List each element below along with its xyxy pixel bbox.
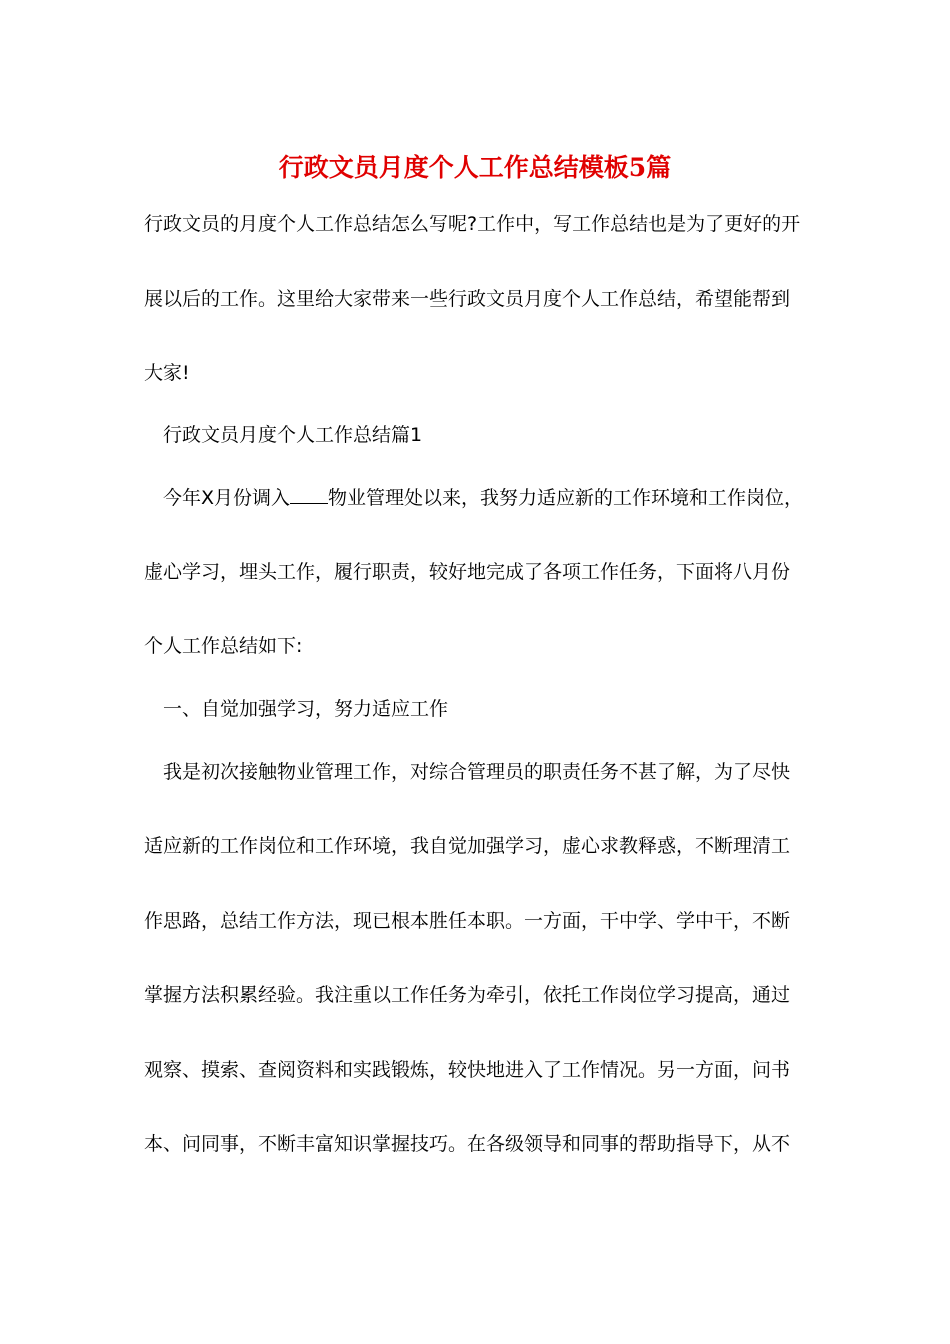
paragraph-line: 行政文员的月度个人工作总结怎么写呢?工作中，写工作总结也是为了更好的开 <box>144 213 801 235</box>
paragraph-line: 作思路，总结工作方法，现已根本胜任本职。一方面，干中学、学中干，不断 <box>144 910 791 932</box>
section-heading: 一、自觉加强学习，努力适应工作 <box>163 698 449 720</box>
fill-in-blank <box>290 485 328 504</box>
paragraph-line: 本、问同事，不断丰富知识掌握技巧。在各级领导和同事的帮助指导下，从不 <box>144 1133 791 1155</box>
section-heading: 行政文员月度个人工作总结篇1 <box>163 424 423 446</box>
line-segment: 今年X月份调入 <box>163 487 291 509</box>
paragraph-line: 我是初次接触物业管理工作，对综合管理员的职责任务不甚了解，为了尽快 <box>163 761 791 783</box>
paragraph-line: 适应新的工作岗位和工作环境，我自觉加强学习，虚心求教释惑，不断理清工 <box>144 835 791 857</box>
document-title: 行政文员月度个人工作总结模板5篇 <box>278 153 672 182</box>
paragraph-line: 虚心学习，埋头工作，履行职责，较好地完成了各项工作任务，下面将八月份 <box>144 561 791 583</box>
line-segment: 物业管理处以来，我努力适应新的工作环境和工作岗位， <box>328 487 804 509</box>
paragraph-line: 观察、摸索、查阅资料和实践锻炼，较快地进入了工作情况。另一方面，问书 <box>144 1059 791 1081</box>
paragraph-line: 大家! <box>144 362 190 384</box>
paragraph-line: 展以后的工作。这里给大家带来一些行政文员月度个人工作总结，希望能帮到 <box>144 288 791 310</box>
paragraph-line: 个人工作总结如下: <box>144 635 303 657</box>
paragraph-line <box>163 484 843 512</box>
paragraph-line: 掌握方法积累经验。我注重以工作任务为牵引，依托工作岗位学习提高，通过 <box>144 984 791 1006</box>
